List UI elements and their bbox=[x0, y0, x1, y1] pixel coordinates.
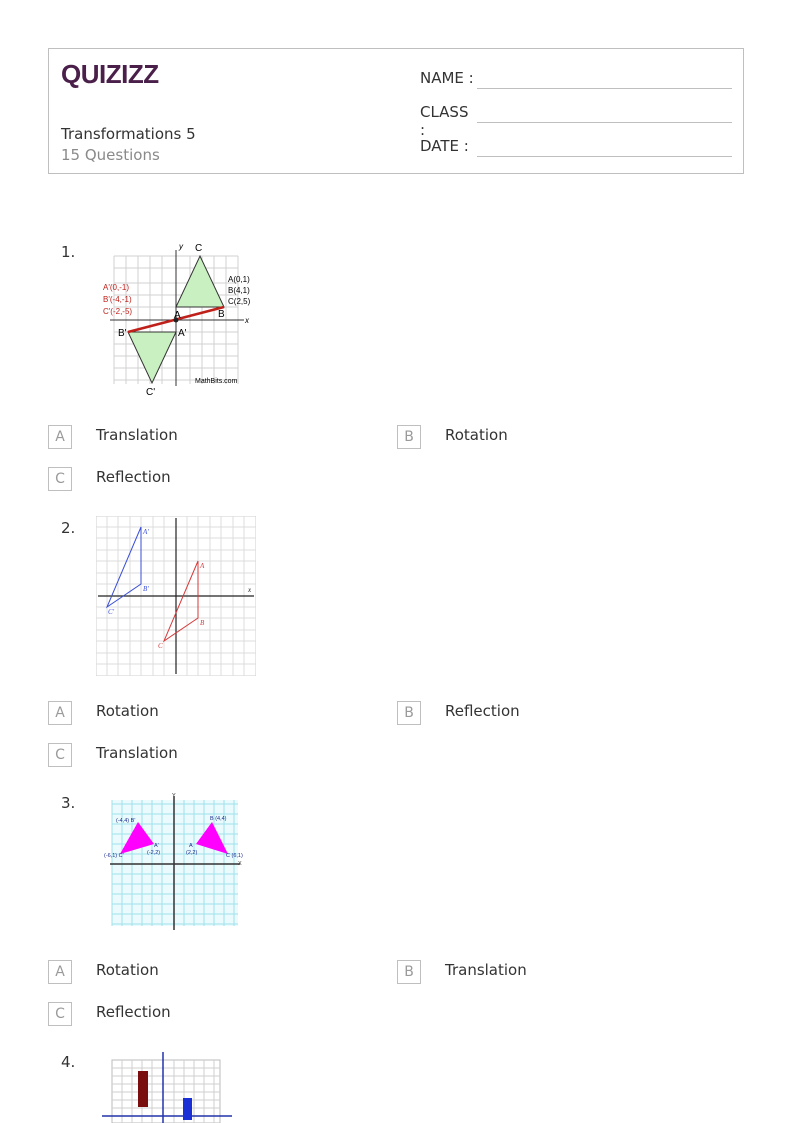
coord-b-prime: B'(-4,-1) bbox=[103, 295, 132, 304]
option-letter-box[interactable]: C bbox=[48, 467, 72, 491]
option-letter-box[interactable]: B bbox=[397, 960, 421, 984]
label-c-prime: (-6,1) C' bbox=[104, 853, 124, 859]
coord-c-prime: C'(-2,-5) bbox=[103, 307, 133, 316]
coord-c: C(2,5) bbox=[228, 297, 251, 306]
label-a: A bbox=[174, 310, 181, 321]
question-3-number: 3. bbox=[61, 794, 76, 812]
y-axis-label: y bbox=[179, 242, 183, 251]
label-c: C bbox=[195, 243, 203, 254]
question-4-number: 4. bbox=[61, 1053, 76, 1071]
question-4-figure bbox=[100, 1050, 234, 1123]
option-text: Translation bbox=[96, 426, 178, 444]
name-label: NAME : bbox=[420, 69, 474, 87]
option-text: Rotation bbox=[96, 702, 159, 720]
label-b-prime: (-4,4) B' bbox=[116, 818, 136, 824]
label-c-prime: C' bbox=[146, 387, 156, 398]
class-label: CLASS : bbox=[420, 103, 469, 139]
option-letter-box[interactable]: C bbox=[48, 1002, 72, 1026]
label-b-prime: B' bbox=[118, 328, 127, 339]
label-b: B bbox=[218, 309, 225, 320]
label-b: B (4,4) bbox=[210, 816, 227, 822]
label-a-prime: A' bbox=[154, 843, 159, 849]
coord-a: A(0,1) bbox=[228, 275, 250, 284]
option-text: Translation bbox=[96, 744, 178, 762]
label-c: C bbox=[158, 642, 163, 650]
label-b: B bbox=[200, 619, 205, 627]
question-2-number: 2. bbox=[61, 519, 76, 537]
option-text: Rotation bbox=[96, 961, 159, 979]
date-line bbox=[477, 156, 732, 157]
option-text: Reflection bbox=[96, 1003, 171, 1021]
worksheet-title: Transformations 5 bbox=[61, 125, 196, 143]
question-count: 15 Questions bbox=[61, 146, 160, 164]
x-axis-label: x bbox=[245, 316, 249, 325]
date-label: DATE : bbox=[420, 137, 469, 155]
coord-a-prime: (-2,2) bbox=[147, 850, 161, 856]
label-b-prime: B' bbox=[143, 585, 149, 593]
coord-a: (2,2) bbox=[186, 850, 198, 856]
option-letter-box[interactable]: A bbox=[48, 960, 72, 984]
label-a-prime: A' bbox=[143, 528, 149, 536]
option-text: Translation bbox=[445, 961, 527, 979]
label-c-prime: C' bbox=[108, 608, 115, 616]
class-field bbox=[420, 103, 475, 139]
option-letter-box[interactable]: B bbox=[397, 425, 421, 449]
class-line bbox=[477, 122, 732, 123]
question-1-figure bbox=[100, 240, 252, 400]
question-1-number: 1. bbox=[61, 243, 76, 261]
red-rectangle bbox=[138, 1071, 148, 1107]
option-letter-box[interactable]: C bbox=[48, 743, 72, 767]
y-axis-label: Y bbox=[172, 793, 176, 799]
x-axis-label: X bbox=[238, 861, 242, 867]
blue-rectangle bbox=[183, 1098, 192, 1120]
label-a: A bbox=[189, 843, 193, 849]
option-text: Reflection bbox=[96, 468, 171, 486]
credit-text: MathBits.com bbox=[195, 378, 238, 385]
worksheet-header bbox=[48, 48, 744, 174]
quizizz-logo: QUIZIZZ bbox=[61, 59, 159, 89]
coord-a-prime: A'(0,-1) bbox=[103, 283, 129, 292]
label-c: C (6,1) bbox=[226, 853, 243, 859]
coord-b: B(4,1) bbox=[228, 286, 250, 295]
question-2-figure bbox=[96, 516, 256, 676]
option-text: Rotation bbox=[445, 426, 508, 444]
x-axis-label: x bbox=[248, 586, 252, 594]
name-line bbox=[477, 88, 732, 89]
option-text: Reflection bbox=[445, 702, 520, 720]
option-letter-box[interactable]: B bbox=[397, 701, 421, 725]
label-a-prime: A' bbox=[178, 328, 187, 339]
question-3-figure bbox=[104, 792, 244, 932]
triangle-abc bbox=[176, 256, 224, 307]
name-field bbox=[420, 69, 475, 87]
option-letter-box[interactable]: A bbox=[48, 425, 72, 449]
triangle-abc-prime bbox=[128, 332, 176, 383]
date-field bbox=[420, 137, 475, 155]
label-a: A bbox=[200, 562, 205, 570]
option-letter-box[interactable]: A bbox=[48, 701, 72, 725]
